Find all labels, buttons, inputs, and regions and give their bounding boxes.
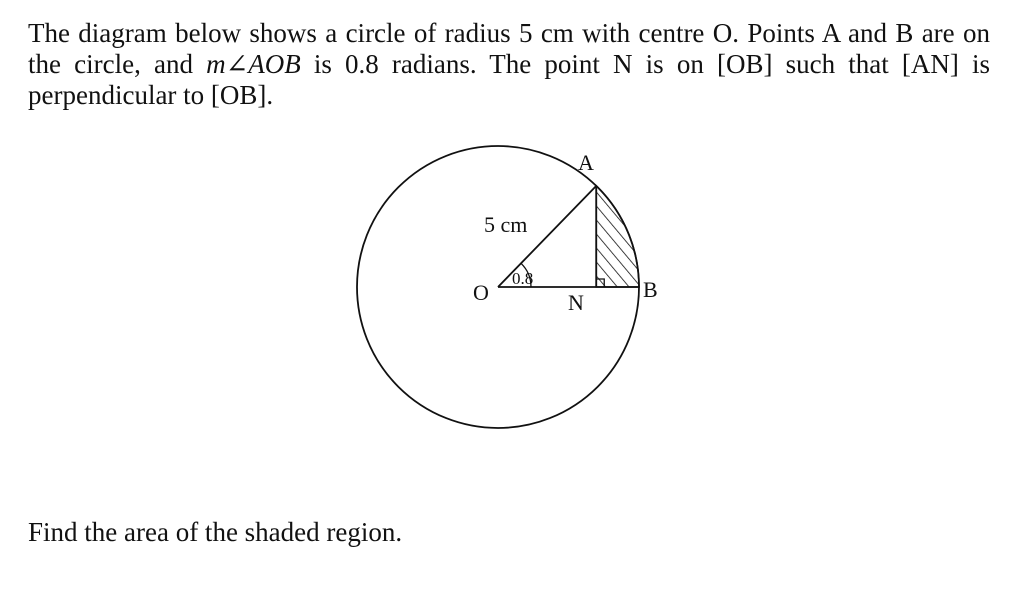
shaded-region: [596, 186, 639, 287]
label-B: B: [643, 277, 658, 302]
label-O: O: [473, 280, 489, 305]
label-angle: 0.8: [512, 269, 534, 288]
label-N: N: [568, 290, 584, 315]
problem-line-1: The diagram below shows a circle of radius 5 cm with centre O. Points A and B are on: [28, 18, 990, 48]
problem-line-2-post: is 0.8 radians. The point N is on [OB] such that [AN] is: [300, 49, 990, 79]
label-radius: 5 cm: [484, 212, 528, 237]
question: Find the area of the shaded region.: [28, 517, 403, 547]
angle-notation: m∠AOB: [206, 49, 301, 79]
problem-line-3: perpendicular to [OB].: [28, 80, 274, 110]
label-A: A: [578, 150, 594, 175]
problem-line-2-pre: the circle, and: [28, 49, 207, 79]
